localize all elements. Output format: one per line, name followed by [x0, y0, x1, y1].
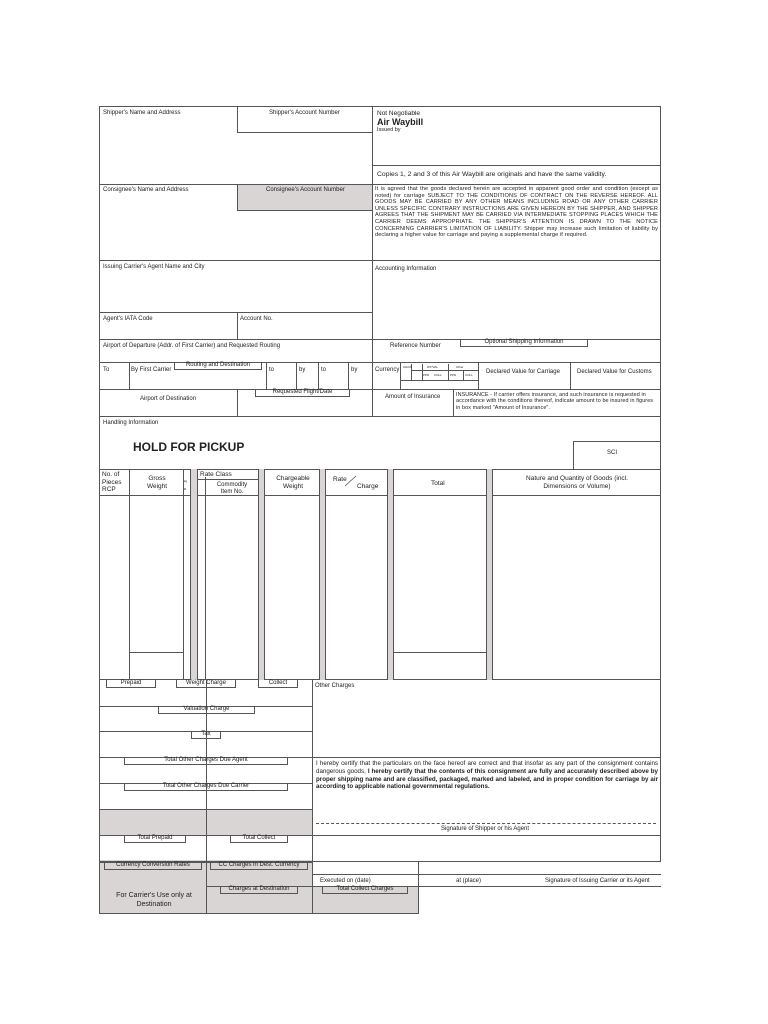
no-pieces-header: No. of Pieces RCP	[102, 471, 122, 493]
account-no-label: Account No.	[240, 316, 273, 322]
sci-label: SCI	[607, 450, 618, 456]
conditions-text: It is agreed that the goods declared herein are accepted in apparent good order and condition (except as noted) for carriage SUBJECT TO THE CONDITIONS OF CONTRACT ON THE REVERSE HEREOF. ALL GOODS MAY BE CARRIED BY ANY OTHER MEANS INCLUDING ROAD OR ANY OTHER CARRIER UNLESS SPECIFIC CONTRARY INSTRUCTIONS ARE GIVEN HEREON BY THE SHIPPER, AND SHIPPER AGREES THAT THE SHIPMENT MAY BE CARRIED VIA INTERMEDIATE STOPPING PLACES WHICH THE CARRIER DEEMS APPROPRIATE. THE SHIPPER'S ATTENTION IS DRAWN TO THE NOTICE CONCERNING CARRIER'S LIMITATION OF LIABILITY. Shipper may increase such limitation of liability by declaring a higher value for carriage and paying a supplemental charge if required.	[375, 186, 658, 239]
issued-by-label: Issued by	[377, 127, 401, 133]
by-first-carrier-label: By First Carrier	[131, 367, 172, 373]
cc-charges-tab: CC Charges in Dest. Currency	[210, 862, 308, 870]
charges-destination-tab: Charges at Destination	[220, 886, 298, 894]
requested-flight-tab: Requested Flight/Date	[255, 389, 350, 397]
chargeable-weight-header: Chargeable Weight	[276, 475, 310, 490]
charge-header: Charge	[357, 483, 379, 490]
by2-label: by	[299, 367, 306, 373]
certify-text	[316, 760, 658, 791]
rate-header: Rate	[333, 476, 347, 483]
gross-weight-header: Gross Weight	[146, 475, 168, 490]
certify-text-bold: I hereby certify that the contents of this consignment are fully and accurately described above by proper shipping name and are classified, packaged, marked and labeled, and in proper condition for carriage by air according to applicable national governmental regulations.	[316, 767, 658, 791]
total-other-agent-tab: Total Other Charges Due Agent	[124, 757, 288, 765]
ppd2-label: PPD	[450, 373, 457, 377]
signature-carrier-label: Signature of Issuing Carrier or its Agent	[545, 878, 650, 884]
kg-lb-header: kg lb	[184, 479, 188, 491]
airport-destination-label: Airport of Destination	[140, 396, 197, 402]
routing-destination-tab: Routing and Destination	[174, 362, 262, 370]
to-label: To	[103, 367, 110, 373]
at-place-label: at (place)	[456, 878, 482, 884]
ppd1-label: PPD	[423, 373, 430, 377]
wt-val-label: WT/VAL	[427, 365, 438, 369]
issuing-agent-label: Issuing Carrier's Agent Name and City	[103, 264, 205, 270]
total-header: Total	[431, 480, 445, 487]
shipper-name-label: Shipper's Name and Address	[103, 110, 181, 116]
coll2-label: COLL	[465, 373, 473, 377]
not-negotiable-label: Not Negotiable	[377, 110, 420, 117]
to2-label: to	[269, 367, 275, 373]
tax-tab: Tax	[191, 731, 221, 739]
total-prepaid-tab: Total Prepaid	[124, 835, 186, 843]
accounting-info-label: Accounting Information	[375, 266, 437, 272]
currency-label: Currency	[375, 367, 400, 373]
insurance-text: INSURANCE - If carrier offers insurance, and such insurance is requested in accordance with the conditions thereof, indicate amount to be insured in figures in box marked "Amount of Insurance".	[456, 392, 654, 411]
shipper-account-label: Shipper's Account Number	[269, 110, 340, 116]
consignee-account-label: Consignee's Account Number	[266, 187, 345, 193]
copies-note: Copies 1, 2 and 3 of this Air Waybill are originals and have the same validity.	[377, 171, 607, 178]
airport-departure-label: Airport of Departure (Addr. of First Carrier) and Requested Routing	[103, 343, 281, 349]
optional-shipping-tab: Optional Shipping Information	[460, 339, 588, 347]
total-other-carrier-tab: Total Other Charges Due Carrier	[124, 783, 288, 791]
consignee-name-label: Consignee's Name and Address	[103, 187, 189, 193]
certify-text-plain: I hereby certify that the particulars on the face hereof are correct and that insofar as any part of the consignment contains dangerous goods,	[316, 760, 658, 775]
valuation-charge-tab: Valuation Charge	[158, 706, 255, 714]
commodity-item-header: Commodity Item No.	[216, 482, 248, 495]
to3-label: to	[321, 367, 327, 373]
total-collect-tab: Total Collect	[230, 835, 288, 843]
nature-goods-header: Nature and Quantity of Goods (incl. Dimensions or Volume)	[526, 475, 628, 490]
agent-iata-label: Agent's IATA Code	[103, 316, 153, 322]
other-label: Other	[456, 365, 464, 369]
by3-label: by	[351, 367, 358, 373]
reference-number-label: Reference Number	[390, 343, 441, 349]
currency-conversion-tab: Currency Conversion Rates	[104, 862, 202, 870]
weight-charge-tab: Weight Charge	[176, 680, 236, 688]
coll1-label: COLL	[434, 373, 442, 377]
collect-tab: Collect	[258, 680, 298, 688]
total-collect-charges-tab: Total Collect Charges	[322, 886, 408, 894]
hold-for-pickup-text: HOLD FOR PICKUP	[133, 440, 245, 454]
rate-class-header: Rate Class	[200, 471, 232, 478]
form-title: Air Waybill	[377, 117, 424, 127]
signature-shipper-label: Signature of Shipper or his Agent	[441, 826, 530, 832]
other-charges-label: Other Charges	[315, 683, 355, 689]
carrier-use-label: For Carrier's Use only at Destination	[116, 892, 192, 908]
executed-on-label: Executed on (date)	[320, 878, 371, 884]
declared-carriage-label: Declared Value for Carriage	[486, 369, 560, 375]
prepaid-tab: Prepaid	[106, 680, 156, 688]
amount-insurance-label: Amount of Insurance	[385, 394, 441, 400]
declared-customs-label: Declared Value for Customs	[577, 369, 652, 375]
rate-slash-icon	[345, 475, 357, 487]
chgs-code-label: CHGS	[403, 365, 412, 369]
handling-info-label: Handling Information	[103, 420, 159, 426]
